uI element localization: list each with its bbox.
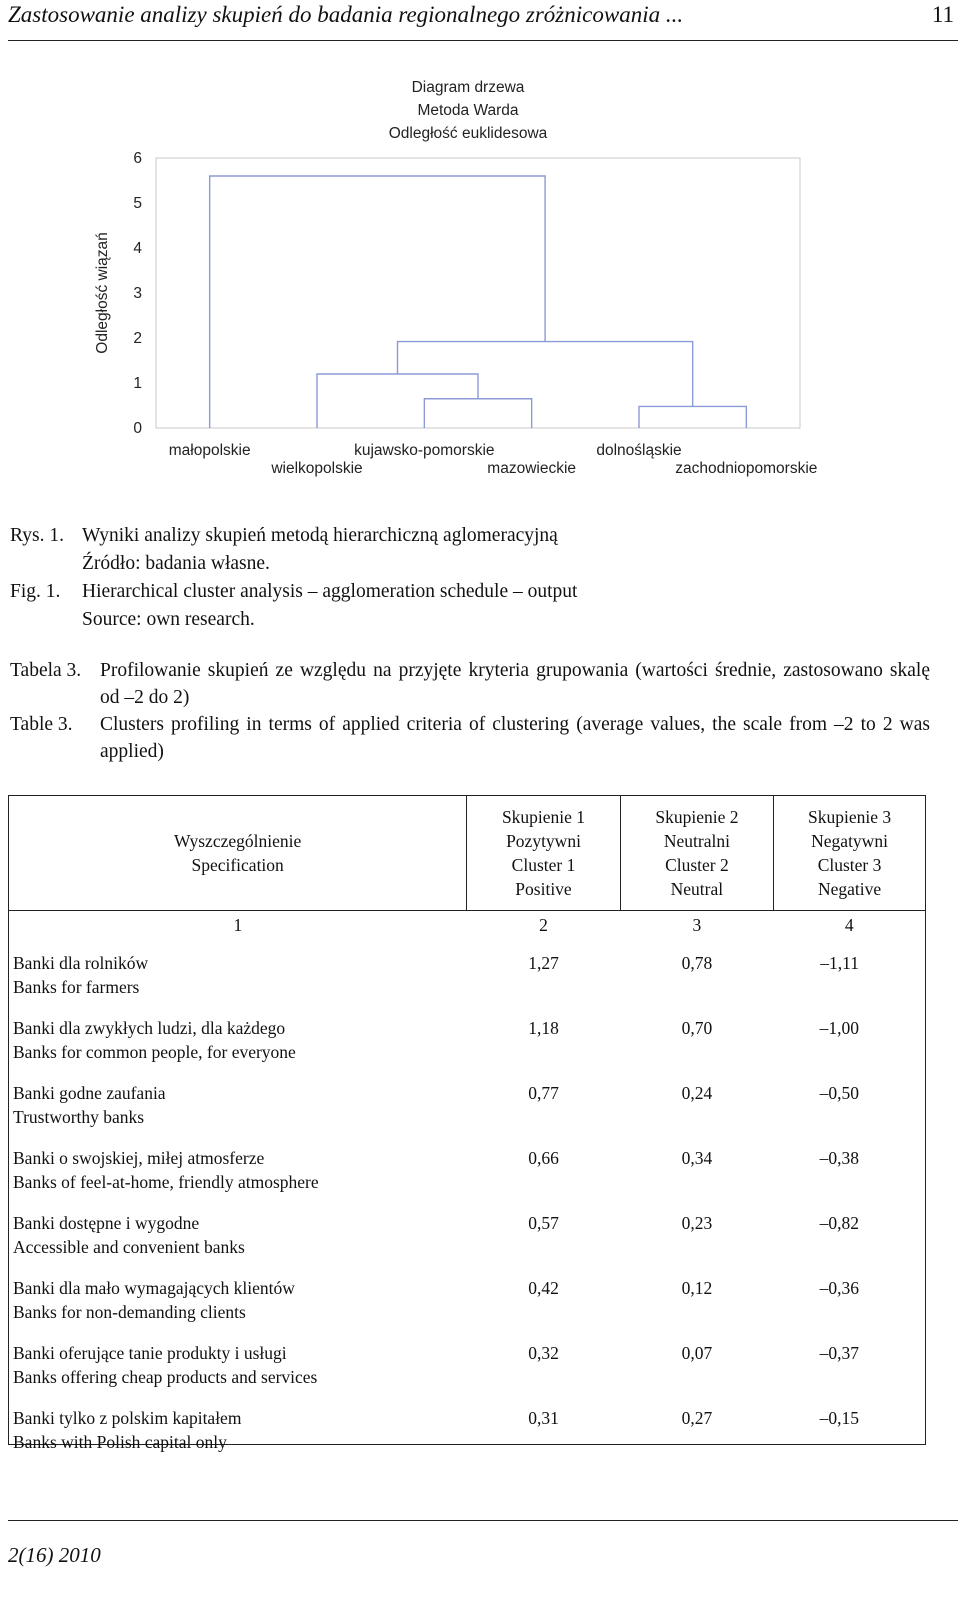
row-label-en: Trustworthy banks bbox=[13, 1107, 145, 1127]
row-specification bbox=[9, 1080, 467, 1145]
row-specification bbox=[9, 1210, 467, 1275]
row-label-pl: Banki tylko z polskim kapitałem bbox=[13, 1408, 242, 1428]
header-cluster-1-pl: Skupienie 1 bbox=[501, 807, 586, 827]
header-cluster-2-en-name: Neutral bbox=[670, 879, 724, 899]
leaf-label: mazowieckie bbox=[487, 460, 577, 477]
figure-label-en: Fig. 1. bbox=[10, 581, 61, 602]
table-row bbox=[9, 1275, 925, 1340]
cluster-2-value: 0,12 bbox=[681, 1278, 713, 1298]
header-cluster-1-en: Cluster 1 bbox=[511, 855, 576, 875]
row-specification bbox=[9, 1340, 467, 1405]
y-tick-label: 5 bbox=[133, 195, 142, 212]
y-tick-label: 4 bbox=[133, 240, 142, 257]
figure-title-en: Hierarchical cluster analysis – agglomeration schedule – output bbox=[82, 581, 578, 602]
cluster-2-value: 0,78 bbox=[681, 953, 713, 973]
cluster-1-value: 1,27 bbox=[528, 953, 559, 973]
row-label-pl: Banki dostępne i wygodne bbox=[13, 1213, 200, 1233]
header-cluster-2-en: Cluster 2 bbox=[665, 855, 729, 875]
column-number: 1 bbox=[233, 915, 243, 935]
row-specification bbox=[9, 1405, 467, 1470]
cluster-3-value: –0,50 bbox=[819, 1083, 859, 1103]
leaf-label: małopolskie bbox=[168, 442, 251, 459]
cluster-2-value: 0,24 bbox=[681, 1083, 713, 1103]
y-tick-label: 1 bbox=[133, 375, 142, 392]
row-label-pl: Banki dla mało wymagających klientów bbox=[13, 1278, 295, 1298]
cluster-2-value: 0,27 bbox=[681, 1408, 713, 1428]
cluster-3-value: –0,15 bbox=[819, 1408, 859, 1428]
column-number: 4 bbox=[844, 915, 854, 935]
running-title: Zastosowanie analizy skupień do badania regionalnego zróżnicowania ... bbox=[8, 2, 684, 27]
column-number-row bbox=[9, 911, 925, 951]
cluster-3-value: –1,11 bbox=[820, 953, 859, 973]
table-row bbox=[9, 950, 925, 1015]
header-cluster-3-pl: Skupienie 3 bbox=[807, 807, 892, 827]
cluster-2-value: 0,34 bbox=[681, 1148, 713, 1168]
cluster-1-value: 0,66 bbox=[528, 1148, 559, 1168]
table-header-row bbox=[9, 796, 925, 911]
header-cluster-2-pl-name: Neutralni bbox=[663, 831, 730, 851]
dendrogram-figure bbox=[80, 70, 840, 500]
row-label-pl: Banki godne zaufania bbox=[13, 1083, 166, 1103]
cluster-3-value: –0,82 bbox=[819, 1213, 859, 1233]
table-row bbox=[9, 1340, 925, 1405]
row-label-en: Banks for non-demanding clients bbox=[13, 1302, 246, 1322]
table-row bbox=[9, 1080, 925, 1145]
cluster-3-value: –1,00 bbox=[819, 1018, 859, 1038]
leaf-label: dolnośląskie bbox=[596, 442, 682, 459]
cluster-1-value: 0,77 bbox=[528, 1083, 559, 1103]
row-label-pl: Banki dla zwykłych ludzi, dla każdego bbox=[13, 1018, 286, 1038]
dendrogram-link bbox=[210, 176, 545, 428]
row-label-en: Banks of feel-at-home, friendly atmosphere bbox=[13, 1172, 319, 1192]
chart-title: Odległość euklidesowa bbox=[388, 125, 548, 142]
cluster-3-value: –0,38 bbox=[819, 1148, 859, 1168]
header-cluster-1 bbox=[467, 796, 620, 911]
row-label-pl: Banki oferujące tanie produkty i usługi bbox=[13, 1343, 287, 1363]
row-label-en: Banks with Polish capital only bbox=[13, 1432, 227, 1452]
row-specification bbox=[9, 950, 467, 1015]
header-cluster-1-pl-name: Pozytywni bbox=[506, 831, 581, 851]
header-cluster-3-pl-name: Negatywni bbox=[811, 831, 888, 851]
running-header bbox=[8, 0, 958, 41]
header-cluster-3-en-name: Negative bbox=[817, 879, 882, 899]
header-cluster-2 bbox=[620, 796, 773, 911]
chart-title: Metoda Warda bbox=[417, 102, 519, 119]
row-label-en: Banks for common people, for everyone bbox=[13, 1042, 296, 1062]
table-row bbox=[9, 1015, 925, 1080]
page-number: 11 bbox=[931, 2, 954, 27]
y-tick-label: 2 bbox=[133, 330, 142, 347]
leaf-label: zachodniopomorskie bbox=[675, 460, 818, 477]
row-label-en: Accessible and convenient banks bbox=[13, 1237, 245, 1257]
header-cluster-1-en-name: Positive bbox=[515, 879, 572, 899]
cluster-1-value: 0,32 bbox=[528, 1343, 559, 1363]
table-title-en: Clusters profiling in terms of applied criteria of clustering (average values, the scale from –2 to 2 was applied) bbox=[100, 714, 930, 762]
figure-label-pl: Rys. 1. bbox=[10, 525, 64, 546]
header-cluster-3-en: Cluster 3 bbox=[817, 855, 882, 875]
row-label-en: Banks for farmers bbox=[13, 977, 140, 997]
cluster-1-value: 0,31 bbox=[528, 1408, 559, 1428]
journal-issue: 2(16) 2010 bbox=[8, 1543, 101, 1567]
cluster-3-value: –0,37 bbox=[819, 1343, 859, 1363]
header-cluster-2-pl: Skupienie 2 bbox=[655, 807, 739, 827]
row-label-pl: Banki o swojskiej, miłej atmosferze bbox=[13, 1148, 265, 1168]
y-tick-label: 0 bbox=[133, 420, 142, 437]
cluster-2-value: 0,07 bbox=[681, 1343, 713, 1363]
table-row bbox=[9, 1210, 925, 1275]
leaf-label: kujawsko-pomorskie bbox=[354, 442, 495, 459]
row-label-pl: Banki dla rolników bbox=[13, 953, 149, 973]
column-number: 2 bbox=[539, 915, 548, 935]
column-number: 3 bbox=[692, 915, 702, 935]
figure-title-pl: Wyniki analizy skupień metodą hierarchiczną aglomeracyjną bbox=[82, 525, 558, 546]
cluster-1-value: 1,18 bbox=[528, 1018, 559, 1038]
figure-source-pl: Źródło: badania własne. bbox=[82, 553, 270, 574]
figure-caption bbox=[10, 522, 930, 634]
chart-title: Diagram drzewa bbox=[411, 79, 525, 96]
cluster-1-value: 0,57 bbox=[528, 1213, 559, 1233]
cluster-1-value: 0,42 bbox=[528, 1278, 559, 1298]
row-specification bbox=[9, 1145, 467, 1210]
page-footer bbox=[8, 1520, 958, 1581]
y-axis-label: Odległość wiązań bbox=[94, 232, 111, 354]
cluster-2-value: 0,70 bbox=[681, 1018, 713, 1038]
cluster-3-value: –0,36 bbox=[819, 1278, 859, 1298]
table-label-pl: Tabela 3. bbox=[10, 660, 82, 681]
table-label-en: Table 3. bbox=[10, 714, 73, 735]
dendrogram-link bbox=[317, 374, 478, 428]
leaf-label: wielkopolskie bbox=[271, 460, 363, 477]
figure-source-en: Source: own research. bbox=[82, 609, 255, 630]
header-spec-pl: Wyszczególnienie bbox=[174, 831, 302, 851]
row-specification bbox=[9, 1275, 467, 1340]
cluster-profile-table bbox=[8, 795, 926, 1452]
header-specification bbox=[9, 796, 467, 911]
header-spec-en: Specification bbox=[191, 855, 284, 875]
table-caption bbox=[10, 657, 930, 765]
dendrogram-link bbox=[639, 406, 746, 428]
table-row bbox=[9, 1145, 925, 1210]
y-tick-label: 6 bbox=[133, 150, 142, 167]
dendrogram-chart bbox=[80, 70, 840, 500]
header-cluster-3 bbox=[774, 796, 925, 911]
row-label-en: Banks offering cheap products and services bbox=[13, 1367, 318, 1387]
table-title-pl: Profilowanie skupień ze względu na przyjęte kryteria grupowania (wartości średnie, zastosowano skalę od –2 do 2) bbox=[100, 660, 930, 708]
dendrogram-link bbox=[424, 399, 531, 428]
row-specification bbox=[9, 1015, 467, 1080]
y-tick-label: 3 bbox=[133, 285, 142, 302]
cluster-2-value: 0,23 bbox=[681, 1213, 713, 1233]
table-row bbox=[9, 1405, 925, 1470]
